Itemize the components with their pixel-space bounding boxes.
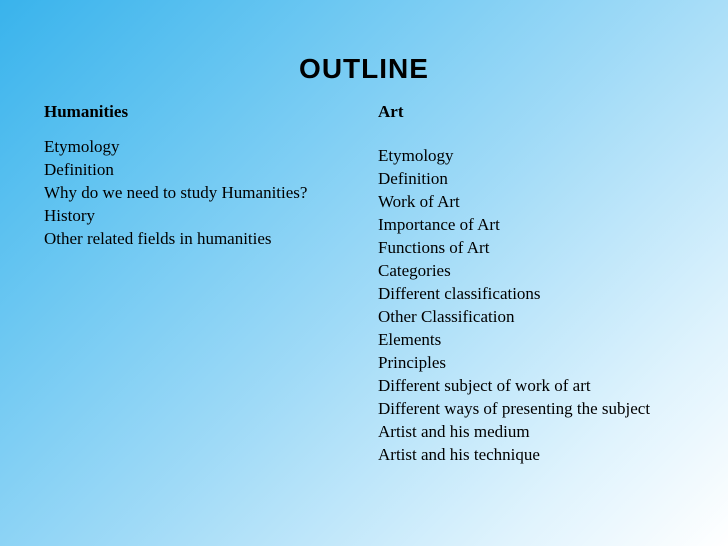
slide-title: OUTLINE (299, 53, 429, 84)
list-item: Other Classification (378, 307, 515, 326)
list-item: History (44, 206, 95, 225)
list-item: Definition (378, 169, 448, 188)
list-item: Different classifications (378, 284, 541, 303)
list-item: Elements (378, 330, 442, 349)
humanities-list (44, 139, 334, 247)
list-item: Work of Art (378, 192, 460, 211)
art-list (378, 148, 668, 463)
list-item: Other related fields in humanities (44, 229, 272, 248)
humanities-heading: Humanities (44, 102, 129, 121)
list-item: Different subject of work of art (378, 376, 591, 395)
list-item: Artist and his technique (378, 445, 540, 464)
list-item: Artist and his medium (378, 422, 530, 441)
list-item: Different ways of presenting the subject (378, 399, 651, 418)
list-item: Importance of Art (378, 215, 500, 234)
art-heading: Art (378, 102, 404, 121)
art-column (378, 102, 668, 470)
humanities-column (44, 102, 334, 254)
list-item: Definition (44, 160, 114, 179)
list-item: Why do we need to study Humanities? (44, 183, 308, 202)
list-item: Functions of Art (378, 238, 490, 257)
list-item: Etymology (44, 137, 120, 156)
list-item: Etymology (378, 146, 454, 165)
list-item: Categories (378, 261, 451, 280)
list-item: Principles (378, 353, 446, 372)
